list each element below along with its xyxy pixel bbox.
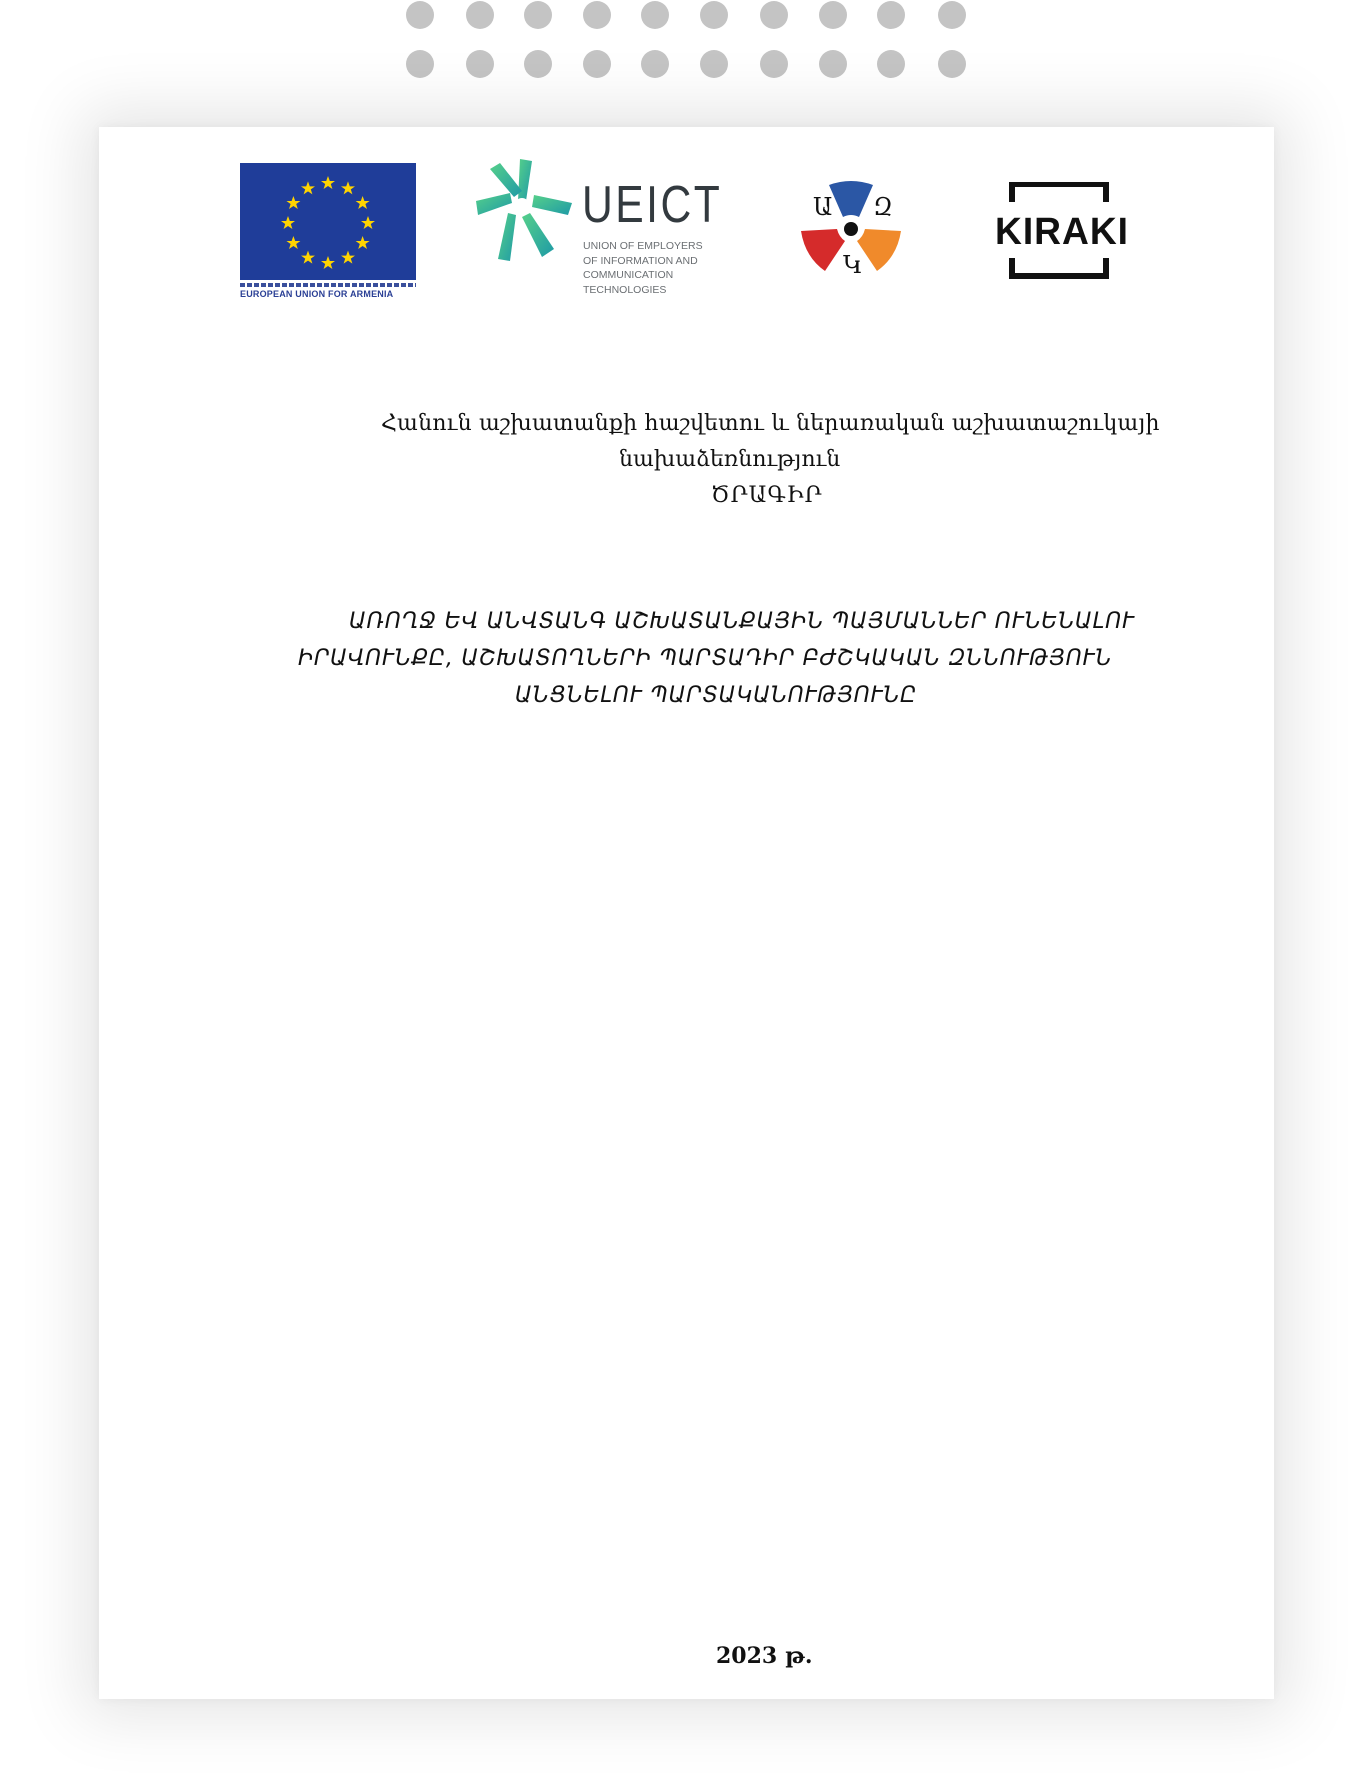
program-label: ԾՐԱԳԻՐ <box>711 483 823 508</box>
binder-dot <box>938 1 966 29</box>
binder-dot <box>819 50 847 78</box>
binder-dot <box>583 1 611 29</box>
binder-dot <box>877 1 905 29</box>
binder-dot <box>877 50 905 78</box>
eu-logo <box>240 163 416 303</box>
binder-dot <box>641 1 669 29</box>
ueict-subtitle <box>583 239 723 297</box>
agk-letter: Կ <box>843 251 863 275</box>
ueict-subtitle-line: TECHNOLOGIES <box>583 283 667 296</box>
eu-stars-icon <box>240 163 416 280</box>
kiraki-mark-icon <box>992 182 1132 282</box>
binder-dot <box>406 50 434 78</box>
binder-dot <box>641 50 669 78</box>
binder-dots <box>0 0 1366 90</box>
binder-dot <box>524 1 552 29</box>
ueict-subtitle-line: COMMUNICATION <box>583 269 674 281</box>
binder-dot <box>466 50 494 78</box>
eu-caption: EUROPEAN UNION FOR ARMENIA <box>240 289 394 299</box>
document-title-line: ԱՌՈՂՋ ԵՎ ԱՆՎՏԱՆԳ ԱՇԽԱՏԱՆՔԱՅԻՆ ՊԱՅՄԱՆՆԵՐ ՈՒՆԵՆԱԼՈՒ <box>349 609 1135 634</box>
ueict-star-icon <box>476 157 576 267</box>
agk-letter: Ա <box>813 193 833 221</box>
binder-dot <box>406 1 434 29</box>
binder-dot <box>819 1 847 29</box>
binder-dot <box>700 1 728 29</box>
document-title-line: ԱՆՑՆԵԼՈՒ ՊԱՐՏԱԿԱՆՈՒԹՅՈՒՆԸ <box>515 683 918 708</box>
kiraki-logo <box>992 182 1132 282</box>
agk-emblem-icon <box>799 179 903 275</box>
ueict-logo <box>476 157 723 297</box>
initiative-title-line2: նախաձեռնություն <box>619 447 841 472</box>
document-title-line: ԻՐԱՎՈՒՆՔԸ, ԱՇԽԱՏՈՂՆԵՐԻ ՊԱՐՏԱԴԻՐ ԲԺՇԿԱԿԱՆ ԶՆՆՈՒԹՅՈՒՆ <box>298 646 1113 671</box>
ueict-subtitle-line: UNION OF EMPLOYERS <box>583 240 703 252</box>
agk-logo <box>799 179 903 275</box>
kiraki-wordmark: KIRAKI <box>995 211 1129 253</box>
initiative-title-line1: Հանուն աշխատանքի հաշվետու և ներառական աշխատաշուկայի <box>381 411 1160 436</box>
binder-dot <box>466 1 494 29</box>
binder-dot <box>583 50 611 78</box>
binder-dot <box>524 50 552 78</box>
eu-caption-armenian <box>240 283 416 287</box>
binder-dot <box>938 50 966 78</box>
binder-dot <box>760 50 788 78</box>
eu-flag-icon <box>240 163 416 280</box>
binder-dot <box>700 50 728 78</box>
ueict-wordmark: UEICT <box>582 176 723 234</box>
document-year: 2023 թ. <box>716 1643 813 1669</box>
binder-dot <box>760 1 788 29</box>
ueict-subtitle-line: OF INFORMATION AND <box>583 254 698 267</box>
agk-letter: Զ <box>873 193 893 221</box>
document-page <box>99 127 1274 1699</box>
